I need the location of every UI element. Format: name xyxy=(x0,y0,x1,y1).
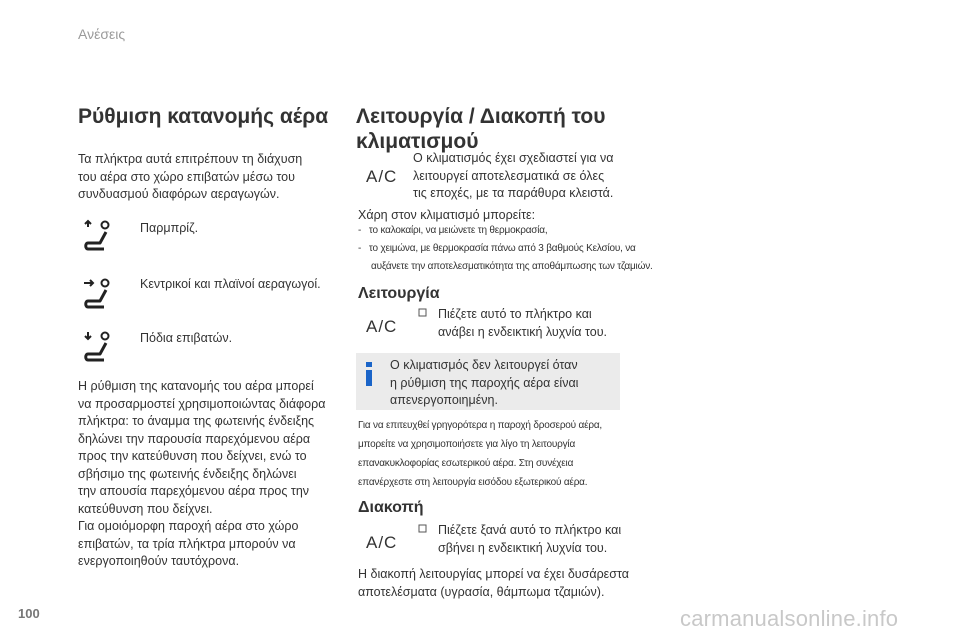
list-item: - το χειμώνα, με θερμοκρασία πάνω από 3 βαθμούς Κελσίου, να xyxy=(358,243,636,254)
operation-text: Πιέζετε αυτό το πλήκτρο και ανάβει η ενδεικτική λυχνία του. xyxy=(438,307,608,339)
windshield-airflow-icon xyxy=(82,219,122,255)
list-item: - το καλοκαίρι, να μειώνετε τη θερμοκρασία, xyxy=(358,225,548,236)
ac-button-icon-on: A/C xyxy=(366,317,398,336)
ac-button-icon: A/C xyxy=(366,167,398,186)
off-note: Η διακοπή λειτουργίας μπορεί να έχει δυσάρεστα αποτελέσματα (υγρασία, θάμπωμα τζαμιών). xyxy=(358,567,629,599)
ac-button-icon-off: A/C xyxy=(366,533,398,552)
air-distribution-body: Η ρύθμιση της κατανομής του αέρα μπορεί να προσαρμοστεί χρησιμοποιώντας διάφορα πλήκτρα: το άναμμα της φωτεινής ένδειξης δηλώνει την παρουσία παρεχόμενου αέρα προς την κατεύθυνση που δείχνει, ενώ το σβήσιμο της φωτεινής ένδειξης δηλώνει την απουσία παρεχόμενου αέρα προς την κατεύθυνση που δείχνει. Για ομοιόμορφη παροχή αέρα στο χώρο επιβατών, τα τρία πλήκτρα μπορούν να ενεργοποιηθούν ταυτόχρονα. xyxy=(78,379,326,568)
checkbox-bullet-icon xyxy=(418,308,428,318)
ac-benefits-title: Χάρη στον κλιματισμό μπορείτε: xyxy=(358,208,536,222)
feet-airflow-icon xyxy=(82,329,122,365)
watermark: carmanualsonline.info xyxy=(680,606,899,631)
off-title: Διακοπή xyxy=(358,499,424,516)
list-item-continued: αυξάνετε την αποτελεσματικότητα της αποθάμπωσης των τζαμιών. xyxy=(371,261,653,272)
info-note-text: Ο κλιματισμός δεν λειτουργεί όταν η ρύθμιση της παροχής αέρα είναι απενεργοποιημένη. xyxy=(390,358,579,407)
ac-benefits-list xyxy=(358,222,653,276)
ac-intro: Ο κλιματισμός έχει σχεδιαστεί για να λειτουργεί αποτελεσματικά σε όλες τις εποχές, με τα παράθυρα κλειστά. xyxy=(413,151,614,200)
center-vents-airflow-icon xyxy=(82,276,122,312)
checkbox-bullet-icon xyxy=(418,524,428,534)
page-number: 100 xyxy=(18,606,40,621)
ac-on-off-title: Λειτουργία / Διακοπή του κλιματισμού xyxy=(356,105,606,153)
section-header: Ανέσεις xyxy=(78,26,126,42)
center-vents-label: Κεντρικοί και πλαϊνοί αεραγωγοί. xyxy=(140,277,321,291)
air-distribution-title: Ρύθμιση κατανομής αέρα xyxy=(78,105,329,128)
info-icon xyxy=(360,360,378,388)
recirculation-note: Για να επιτευχθεί γρηγορότερα η παροχή δροσερού αέρα, μπορείτε να χρησιμοποιήσετε για λίγο τη λειτουργία επανακυκλοφορίας εσωτερικού αέρα. Στη συνέχεια επανέρχεστε στη λειτουργία εισόδου εξωτερικού αέρα. xyxy=(358,420,602,488)
feet-label: Πόδια επιβατών. xyxy=(140,331,233,345)
off-text: Πιέζετε ξανά αυτό το πλήκτρο και σβήνει η ενδεικτική λυχνία του. xyxy=(438,523,622,555)
air-distribution-intro: Τα πλήκτρα αυτά επιτρέπουν τη διάχυση του αέρα στο χώρο επιβατών μέσω του συνδυασμού διαφόρων αεραγωγών. xyxy=(78,152,303,201)
operation-title: Λειτουργία xyxy=(358,285,440,302)
windshield-label: Παρμπρίζ. xyxy=(140,221,199,235)
